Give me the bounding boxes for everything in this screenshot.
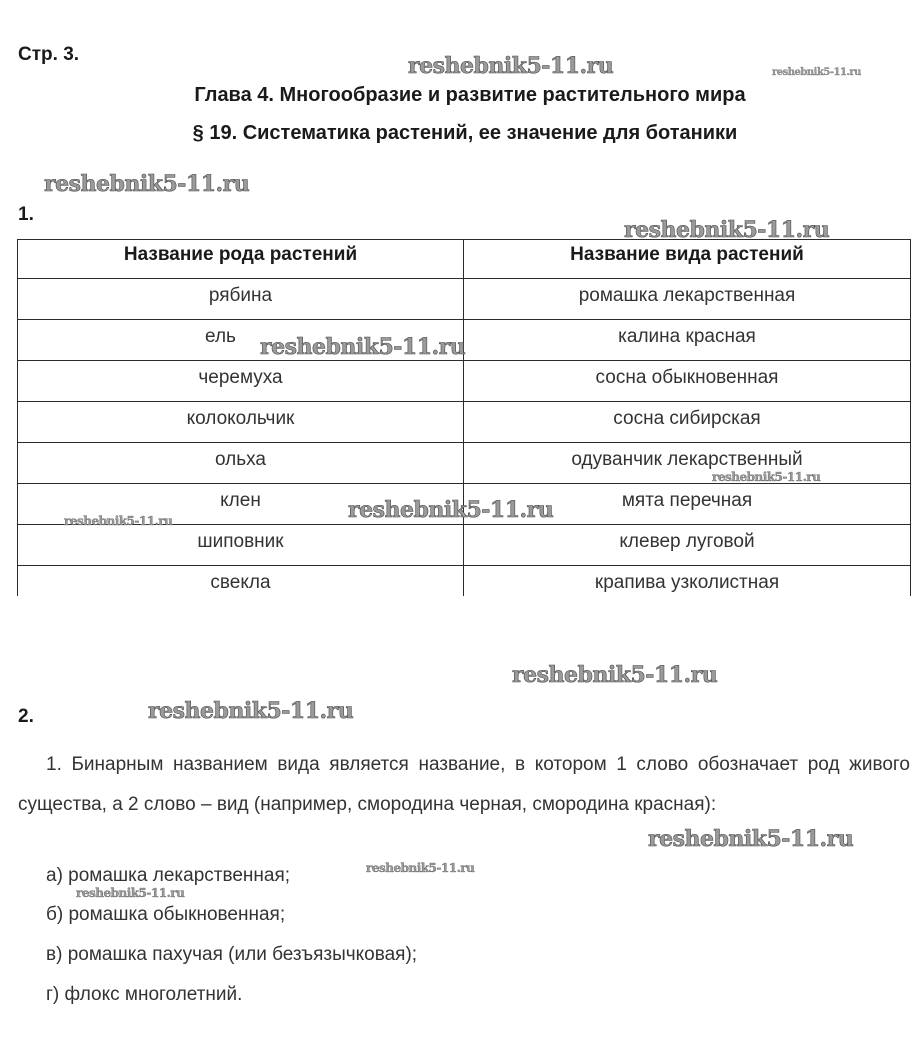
- watermark: reshebnik5-11.ru: [772, 67, 861, 78]
- watermark: reshebnik5-11.ru: [76, 886, 185, 900]
- watermark: reshebnik5-11.ru: [712, 470, 821, 484]
- species-cell: сосна сибирская: [464, 402, 911, 443]
- watermark: reshebnik5-11.ru: [624, 217, 830, 243]
- chapter-title: Глава 4. Многообразие и развитие растительного мира: [194, 84, 746, 106]
- watermark: reshebnik5-11.ru: [348, 497, 554, 523]
- genus-cell: ольха: [18, 443, 464, 484]
- table-row: [18, 525, 911, 566]
- answer-item-d: г) флокс многолетний.: [46, 984, 243, 1005]
- species-cell: клевер луговой: [464, 525, 911, 566]
- watermark: reshebnik5-11.ru: [44, 171, 250, 197]
- genus-cell: колокольчик: [18, 402, 464, 443]
- table-row: [18, 402, 911, 443]
- table-row: [18, 361, 911, 402]
- genus-cell: рябина: [18, 279, 464, 320]
- watermark: reshebnik5-11.ru: [366, 861, 475, 875]
- genus-cell: свекла: [18, 566, 464, 597]
- task-2-paragraph: 1. Бинарным названием вида является название, в котором 1 слово обозначает род живого существа, а 2 слово – вид (например, смородина черная, смородина красная):: [18, 754, 910, 815]
- table-row: [18, 566, 911, 597]
- answer-item-b: б) ромашка обыкновенная;: [46, 904, 286, 925]
- answer-item-c: в) ромашка пахучая (или безъязычковая);: [46, 944, 418, 965]
- watermark: reshebnik5-11.ru: [148, 698, 354, 724]
- species-cell: крапива узколистная: [464, 566, 911, 597]
- table-header-row: [18, 240, 911, 279]
- watermark: reshebnik5-11.ru: [64, 514, 173, 528]
- species-cell: ромашка лекарственная: [464, 279, 911, 320]
- species-cell: мята перечная: [464, 484, 911, 525]
- genus-cell: черемуха: [18, 361, 464, 402]
- genus-cell: шиповник: [18, 525, 464, 566]
- task-2-number: 2.: [18, 706, 34, 727]
- watermark: reshebnik5-11.ru: [260, 334, 466, 360]
- species-cell: калина красная: [464, 320, 911, 361]
- column-header-genus: Название рода растений: [18, 240, 464, 279]
- watermark: reshebnik5-11.ru: [648, 826, 854, 852]
- species-cell: одуванчик лекарственный: [464, 443, 911, 484]
- watermark: reshebnik5-11.ru: [408, 53, 614, 79]
- species-cell: сосна обыкновенная: [464, 361, 911, 402]
- page-number: Стр. 3.: [18, 44, 80, 65]
- watermark: reshebnik5-11.ru: [512, 662, 718, 688]
- plants-table: [17, 239, 911, 596]
- paragraph-title: § 19. Систематика растений, ее значение для ботаники: [192, 122, 738, 144]
- task-1-number: 1.: [18, 204, 34, 225]
- genus-cell: ель: [18, 320, 464, 361]
- table-row: [18, 279, 911, 320]
- column-header-species: Название вида растений: [464, 240, 911, 279]
- genus-cell: клен: [18, 484, 464, 525]
- answer-item-a: а) ромашка лекарственная;: [46, 865, 291, 886]
